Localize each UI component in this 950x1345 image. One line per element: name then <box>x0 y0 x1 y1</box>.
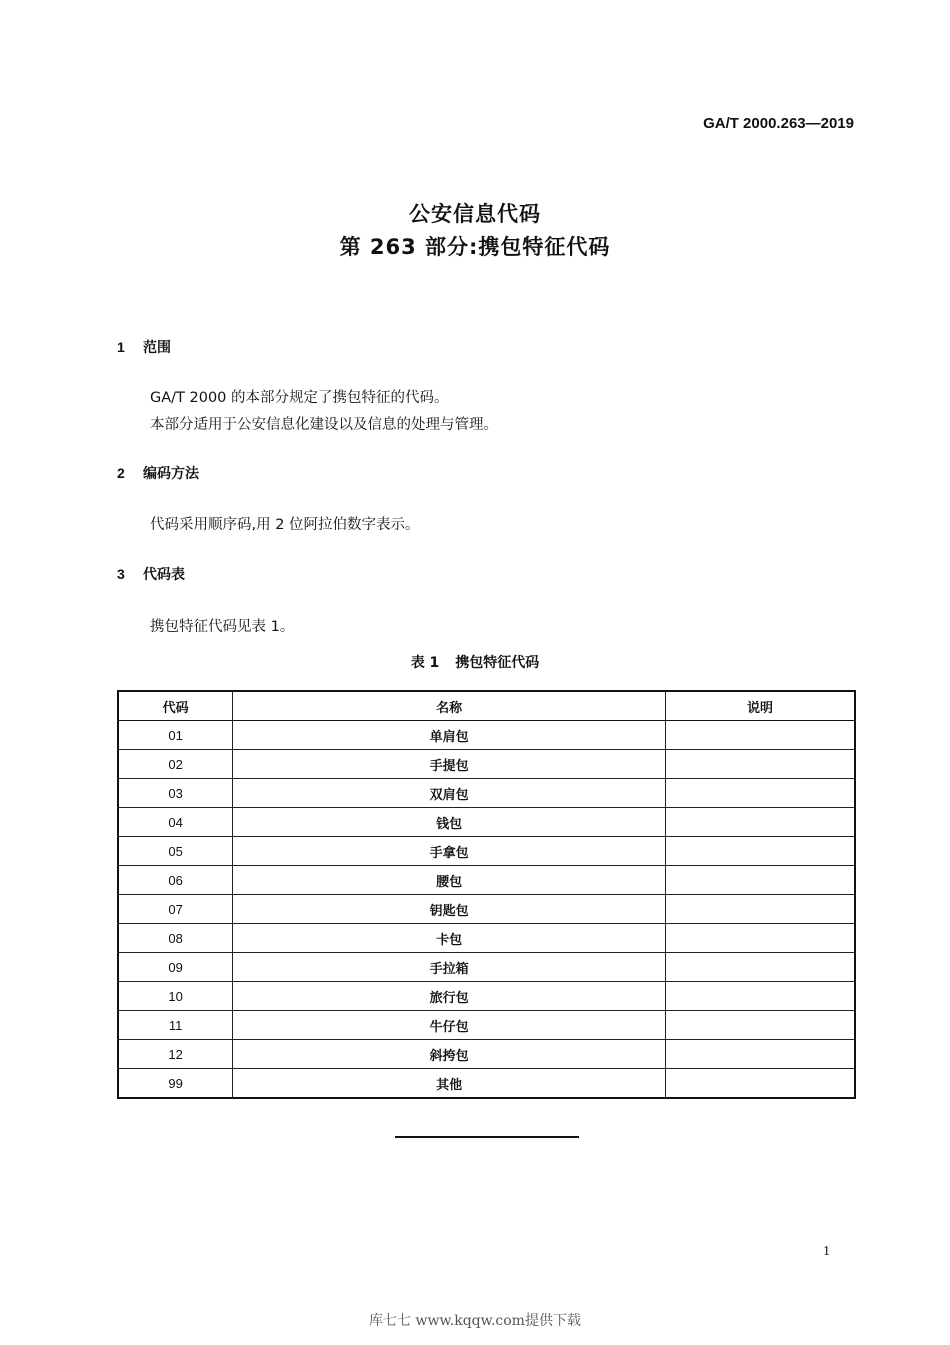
document-subtitle: 第 263 部分:携包特征代码 <box>339 235 611 259</box>
table-row <box>118 750 855 779</box>
section-title: 编码方法 <box>143 466 199 482</box>
cell-code: 07 <box>118 895 233 924</box>
paragraph: GA/T 2000 的本部分规定了携包特征的代码。 <box>150 390 449 406</box>
header-code: 代码 <box>118 691 233 721</box>
cell-note <box>665 982 855 1011</box>
document-title: 公安信息代码 <box>409 202 541 226</box>
code-table <box>117 690 856 1099</box>
standard-number: GA/T 2000.263—2019 <box>703 115 854 132</box>
table-caption <box>0 652 950 672</box>
table-row <box>118 924 855 953</box>
cell-code: 06 <box>118 866 233 895</box>
table-row <box>118 1011 855 1040</box>
table-row <box>118 808 855 837</box>
table-row <box>118 1069 855 1099</box>
cell-code: 11 <box>118 1011 233 1040</box>
cell-code: 12 <box>118 1040 233 1069</box>
header-name: 名称 <box>233 691 666 721</box>
table-row <box>118 895 855 924</box>
cell-code: 02 <box>118 750 233 779</box>
section-title: 代码表 <box>143 567 185 583</box>
table-row <box>118 837 855 866</box>
header-note: 说明 <box>665 691 855 721</box>
cell-note <box>665 953 855 982</box>
table-header-row <box>118 691 855 721</box>
cell-code: 09 <box>118 953 233 982</box>
cell-note <box>665 750 855 779</box>
cell-code: 05 <box>118 837 233 866</box>
cell-code: 08 <box>118 924 233 953</box>
table-row <box>118 721 855 750</box>
table-row <box>118 779 855 808</box>
cell-name: 单肩包 <box>233 721 666 750</box>
cell-note <box>665 924 855 953</box>
table-caption-title: 携包特征代码 <box>455 655 540 671</box>
footer-watermark: 库七七 www.kqqw.com提供下载 <box>369 1313 581 1329</box>
cell-name: 其他 <box>233 1069 666 1099</box>
cell-note <box>665 721 855 750</box>
paragraph: 本部分适用于公安信息化建设以及信息的处理与管理。 <box>150 417 498 433</box>
cell-note <box>665 1069 855 1099</box>
section-heading-code-table <box>117 564 185 584</box>
table-row <box>118 1040 855 1069</box>
cell-code: 10 <box>118 982 233 1011</box>
cell-name: 手拉箱 <box>233 953 666 982</box>
cell-name: 卡包 <box>233 924 666 953</box>
cell-note <box>665 1011 855 1040</box>
cell-name: 手提包 <box>233 750 666 779</box>
section-heading-scope <box>117 337 171 357</box>
paragraph: 携包特征代码见表 1。 <box>150 619 295 635</box>
cell-note <box>665 779 855 808</box>
paragraph: 代码采用顺序码,用 2 位阿拉伯数字表示。 <box>150 517 420 533</box>
cell-name: 双肩包 <box>233 779 666 808</box>
table-caption-label: 表 1 <box>410 655 440 671</box>
end-rule <box>395 1136 579 1138</box>
table-row <box>118 953 855 982</box>
cell-code: 01 <box>118 721 233 750</box>
cell-note <box>665 808 855 837</box>
cell-name: 腰包 <box>233 866 666 895</box>
cell-name: 牛仔包 <box>233 1011 666 1040</box>
cell-code: 03 <box>118 779 233 808</box>
cell-name: 手拿包 <box>233 837 666 866</box>
cell-code: 04 <box>118 808 233 837</box>
section-heading-coding-method <box>117 463 199 483</box>
cell-name: 旅行包 <box>233 982 666 1011</box>
cell-note <box>665 1040 855 1069</box>
cell-name: 钱包 <box>233 808 666 837</box>
cell-name: 斜挎包 <box>233 1040 666 1069</box>
section-title: 范围 <box>143 340 171 356</box>
section-number: 2 <box>117 465 125 481</box>
cell-note <box>665 866 855 895</box>
cell-code: 99 <box>118 1069 233 1099</box>
cell-note <box>665 837 855 866</box>
section-number: 1 <box>117 339 125 355</box>
cell-note <box>665 895 855 924</box>
section-number: 3 <box>117 566 125 582</box>
table-row <box>118 866 855 895</box>
cell-name: 钥匙包 <box>233 895 666 924</box>
table-row <box>118 982 855 1011</box>
page-number: 1 <box>823 1244 830 1259</box>
